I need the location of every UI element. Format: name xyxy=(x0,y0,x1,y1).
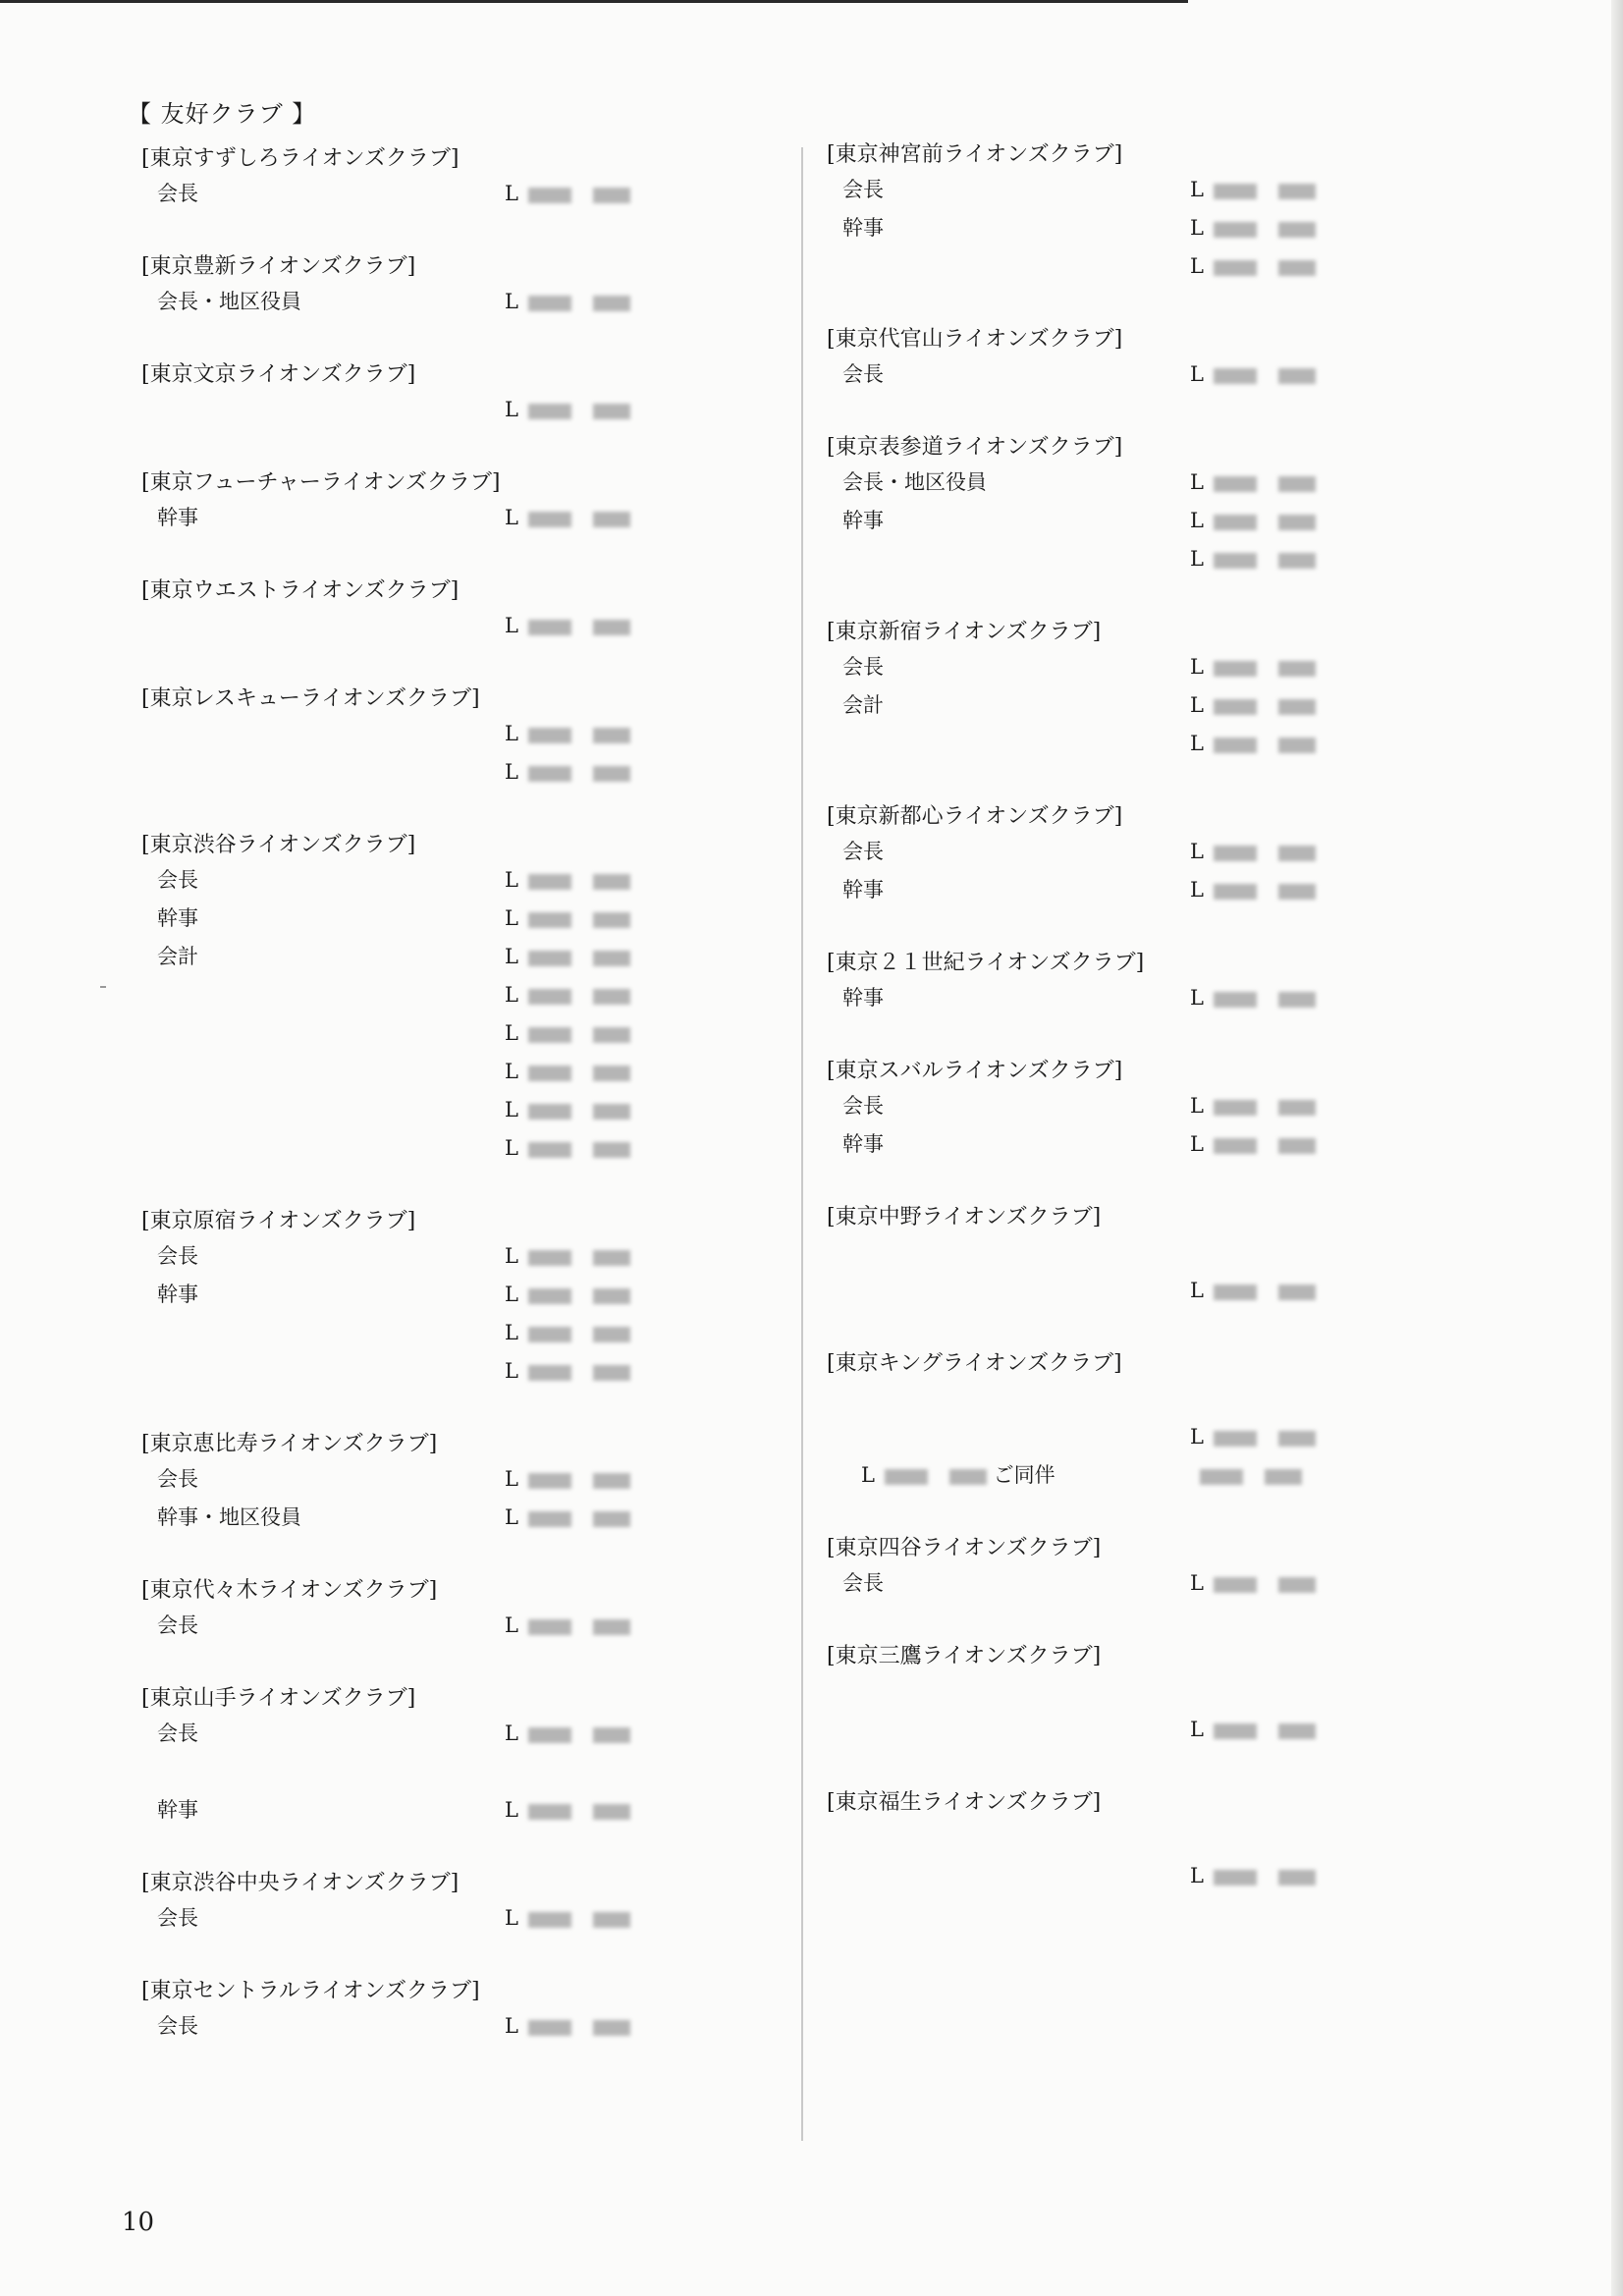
club-name: [東京キングライオンズクラブ] xyxy=(827,1351,1122,1376)
redacted-name xyxy=(528,1060,630,1083)
lion-title-mark: L xyxy=(505,1722,518,1745)
lion-title-mark: L xyxy=(505,722,518,745)
redacted-name xyxy=(1214,470,1316,494)
club-entry xyxy=(141,251,829,321)
member-name xyxy=(505,1499,630,1537)
member-name xyxy=(1190,1711,1316,1749)
redacted-name xyxy=(528,1283,630,1306)
officer-role: 会長 xyxy=(157,868,198,892)
lion-title-mark: L xyxy=(505,290,518,313)
lion-title-mark: L xyxy=(505,906,518,930)
page-number: 10 xyxy=(122,2208,155,2237)
officer-row xyxy=(827,979,1514,1017)
page-heading: 【 友好クラブ 】 xyxy=(128,100,317,128)
member-name xyxy=(505,976,630,1014)
officer-role: 幹事・地区役員 xyxy=(157,1505,301,1529)
lion-title-mark: L xyxy=(1190,216,1204,240)
officer-role: 幹事 xyxy=(842,1132,884,1156)
redacted-name xyxy=(528,1798,630,1822)
club-entry xyxy=(827,617,1514,763)
lion-title-mark: L xyxy=(505,1505,518,1529)
member-name xyxy=(505,607,630,645)
club-entry xyxy=(141,1976,829,2046)
redacted-name xyxy=(1214,509,1316,532)
member-name xyxy=(1190,247,1316,286)
lion-title-mark: L xyxy=(1190,547,1204,571)
redacted-name xyxy=(1214,1279,1316,1302)
officer-row xyxy=(827,648,1514,686)
officer-role: 会長 xyxy=(157,1244,198,1268)
officer-row xyxy=(141,499,829,537)
lion-title-mark: L xyxy=(505,1613,518,1637)
redacted-name xyxy=(1214,1718,1316,1741)
redacted-name xyxy=(528,1098,630,1121)
member-name xyxy=(505,1276,630,1314)
officer-row xyxy=(141,1791,829,1830)
officer-row xyxy=(141,1899,829,1938)
officer-row xyxy=(827,871,1514,909)
redacted-name xyxy=(528,1321,630,1344)
club-name: [東京ウエストライオンズクラブ] xyxy=(141,578,460,603)
redacted-name xyxy=(528,760,630,784)
lion-title-mark: L xyxy=(1190,1425,1204,1449)
member-name xyxy=(505,499,630,537)
member-name xyxy=(505,1715,630,1753)
club-entry xyxy=(827,139,1514,286)
lion-title-mark: L xyxy=(1190,693,1204,717)
redacted-name xyxy=(528,398,630,421)
member-name xyxy=(1190,1564,1316,1603)
club-name: [東京代々木ライオンズクラブ] xyxy=(141,1578,438,1603)
redacted-name xyxy=(1214,655,1316,679)
member-name xyxy=(505,1091,630,1129)
officer-row xyxy=(141,1352,829,1391)
club-name: [東京原宿ライオンズクラブ] xyxy=(141,1209,416,1233)
lion-title-mark: L xyxy=(1190,1094,1204,1118)
officer-row xyxy=(141,283,829,321)
lion-title-mark: L xyxy=(505,1283,518,1306)
club-entry xyxy=(827,324,1514,394)
member-name xyxy=(505,938,630,976)
right-column xyxy=(827,139,1514,1934)
member-name xyxy=(505,900,630,938)
redacted-name xyxy=(1214,878,1316,902)
club-entry xyxy=(141,467,829,537)
redacted-name xyxy=(1214,1571,1316,1595)
club-entry xyxy=(141,1868,829,1938)
officer-role: 会長 xyxy=(842,178,884,201)
lion-title-mark: L xyxy=(505,1021,518,1045)
club-entry xyxy=(827,1202,1514,1310)
officer-role: 会長 xyxy=(842,362,884,386)
club-name: [東京三鷹ライオンズクラブ] xyxy=(827,1644,1102,1668)
member-name xyxy=(1190,979,1316,1017)
member-name xyxy=(505,283,630,321)
officer-row xyxy=(827,247,1514,286)
member-name xyxy=(1190,1087,1316,1125)
member-name xyxy=(505,2007,630,2046)
top-border-line xyxy=(0,0,1188,3)
officer-row xyxy=(827,540,1514,578)
club-name: [東京文京ライオンズクラブ] xyxy=(141,362,416,387)
officer-role: 会長 xyxy=(157,182,198,205)
officer-row xyxy=(141,861,829,900)
redacted-name xyxy=(1214,216,1316,240)
officer-row xyxy=(827,464,1514,502)
redacted-name xyxy=(528,506,630,529)
member-name xyxy=(1190,833,1316,871)
redacted-name xyxy=(528,1722,630,1745)
club-entry xyxy=(827,432,1514,578)
redacted-name xyxy=(528,1136,630,1160)
companion-partner xyxy=(1200,1456,1302,1495)
scan-speck xyxy=(100,986,106,988)
club-name: [東京レスキューライオンズクラブ] xyxy=(141,686,480,711)
club-name: [東京中野ライオンズクラブ] xyxy=(827,1205,1102,1230)
club-name: [東京神宮前ライオンズクラブ] xyxy=(827,142,1123,167)
officer-row xyxy=(827,686,1514,725)
member-name xyxy=(505,391,630,429)
club-entry xyxy=(141,575,829,645)
officer-role: 会長 xyxy=(842,655,884,679)
lion-title-mark: L xyxy=(1190,470,1204,494)
officer-row xyxy=(141,1607,829,1645)
page-edge-shadow xyxy=(1611,0,1623,2296)
officer-row xyxy=(141,976,829,1014)
officer-row xyxy=(141,607,829,645)
club-entry xyxy=(141,1575,829,1645)
lion-title-mark: L xyxy=(505,983,518,1007)
redacted-name xyxy=(528,1359,630,1383)
member-name xyxy=(505,861,630,900)
redacted-name xyxy=(885,1463,987,1487)
member-name xyxy=(1190,1125,1316,1164)
club-entry xyxy=(827,1641,1514,1749)
redacted-name xyxy=(528,1467,630,1491)
officer-row xyxy=(141,1314,829,1352)
lion-title-mark: L xyxy=(505,1906,518,1930)
officer-row xyxy=(141,1237,829,1276)
member-name xyxy=(505,1314,630,1352)
redacted-name xyxy=(1214,986,1316,1010)
officer-row xyxy=(141,715,829,753)
officer-row xyxy=(827,1418,1514,1456)
officer-role: 会長 xyxy=(842,1571,884,1595)
officer-role: 会計 xyxy=(157,945,198,968)
member-name xyxy=(505,1899,630,1938)
officer-role: 幹事 xyxy=(157,1283,198,1306)
member-name xyxy=(505,175,630,213)
lion-title-mark: L xyxy=(505,1321,518,1344)
club-entry xyxy=(141,143,829,213)
lion-title-mark: L xyxy=(1190,1132,1204,1156)
member-name xyxy=(1190,209,1316,247)
officer-role: 会長・地区役員 xyxy=(157,290,301,313)
member-name xyxy=(505,1053,630,1091)
lion-title-mark: L xyxy=(505,398,518,421)
member-name xyxy=(505,1014,630,1053)
officer-row xyxy=(141,1276,829,1314)
officer-row xyxy=(827,1857,1514,1895)
club-entry xyxy=(827,948,1514,1017)
officer-row xyxy=(827,1233,1514,1272)
club-entry xyxy=(827,1056,1514,1164)
lion-title-mark: L xyxy=(1190,840,1204,863)
redacted-name xyxy=(1214,547,1316,571)
member-name xyxy=(1190,464,1316,502)
club-entry xyxy=(141,359,829,429)
redacted-name xyxy=(1214,1094,1316,1118)
member-name xyxy=(505,1791,630,1830)
member-name xyxy=(505,1607,630,1645)
lion-title-mark: L xyxy=(505,506,518,529)
member-name xyxy=(505,1352,630,1391)
officer-row xyxy=(141,1091,829,1129)
officer-row xyxy=(141,753,829,792)
club-name: [東京四谷ライオンズクラブ] xyxy=(827,1536,1102,1560)
officer-role: 幹事 xyxy=(157,506,198,529)
club-name: [東京山手ライオンズクラブ] xyxy=(141,1686,416,1711)
club-name: [東京フューチャーライオンズクラブ] xyxy=(141,470,501,495)
club-entry xyxy=(141,1683,829,1830)
lion-title-mark: L xyxy=(1190,254,1204,278)
lion-title-mark: L xyxy=(1190,878,1204,902)
club-entry xyxy=(827,1787,1514,1895)
club-entry xyxy=(141,683,829,792)
club-name: [東京豊新ライオンズクラブ] xyxy=(141,254,416,279)
officer-row xyxy=(141,1129,829,1168)
lion-title-mark: L xyxy=(1190,1718,1204,1741)
member-name xyxy=(1190,355,1316,394)
member-name xyxy=(1190,1418,1316,1456)
redacted-name xyxy=(528,1505,630,1529)
member-name xyxy=(1190,1857,1316,1895)
redacted-name xyxy=(1214,362,1316,386)
officer-row xyxy=(827,502,1514,540)
redacted-name xyxy=(528,290,630,313)
redacted-name xyxy=(528,722,630,745)
club-name: [東京新都心ライオンズクラブ] xyxy=(827,804,1123,829)
officer-role: 幹事 xyxy=(842,878,884,902)
officer-role: 会長・地区役員 xyxy=(842,470,987,494)
officer-row xyxy=(141,2007,829,2046)
lion-title-mark: L xyxy=(1190,1279,1204,1302)
redacted-name xyxy=(528,182,630,205)
officer-row xyxy=(141,175,829,213)
lion-title-mark: L xyxy=(1190,655,1204,679)
club-name: [東京恵比寿ライオンズクラブ] xyxy=(141,1432,438,1456)
redacted-name xyxy=(528,983,630,1007)
club-name: [東京すずしろライオンズクラブ] xyxy=(141,146,460,171)
officer-row xyxy=(141,1053,829,1091)
officer-row xyxy=(827,209,1514,247)
officer-row xyxy=(141,1014,829,1053)
redacted-name xyxy=(1214,1132,1316,1156)
officer-role: 会長 xyxy=(842,840,884,863)
member-name xyxy=(505,1460,630,1499)
officer-row xyxy=(141,900,829,938)
club-entry xyxy=(827,1348,1514,1495)
lion-title-mark: L xyxy=(505,1136,518,1160)
member-name xyxy=(1190,725,1316,763)
left-column xyxy=(141,143,829,2084)
lion-title-mark: L xyxy=(505,1098,518,1121)
redacted-name xyxy=(528,614,630,637)
lion-title-mark: L xyxy=(505,1359,518,1383)
officer-role: 会長 xyxy=(157,1906,198,1930)
officer-row xyxy=(141,938,829,976)
officer-row xyxy=(141,391,829,429)
lion-title-mark: L xyxy=(505,1467,518,1491)
officer-role: 会長 xyxy=(157,1467,198,1491)
club-name: [東京新宿ライオンズクラブ] xyxy=(827,620,1102,644)
club-entry xyxy=(827,1533,1514,1603)
club-name: [東京セントラルライオンズクラブ] xyxy=(141,1979,480,2003)
club-entry xyxy=(141,830,829,1168)
companion-row xyxy=(827,1456,1514,1495)
officer-row xyxy=(827,1125,1514,1164)
officer-role: 幹事 xyxy=(157,1798,198,1822)
club-name: [東京スバルライオンズクラブ] xyxy=(827,1059,1123,1083)
companion-member: L ご同伴 xyxy=(861,1463,1055,1487)
lion-title-mark: L xyxy=(505,1244,518,1268)
officer-row xyxy=(827,1087,1514,1125)
lion-title-mark: L xyxy=(1190,362,1204,386)
redacted-name xyxy=(528,868,630,892)
lion-title-mark: L xyxy=(505,2014,518,2038)
officer-row xyxy=(827,1672,1514,1711)
lion-title-mark: L xyxy=(1190,178,1204,201)
officer-row xyxy=(827,1819,1514,1857)
redacted-name xyxy=(1214,840,1316,863)
officer-row xyxy=(141,1753,829,1791)
officer-role: 会長 xyxy=(157,1722,198,1745)
club-name: [東京渋谷ライオンズクラブ] xyxy=(141,833,416,857)
redacted-name xyxy=(528,1244,630,1268)
lion-title-mark: L xyxy=(505,760,518,784)
member-name xyxy=(1190,171,1316,209)
officer-row xyxy=(141,1460,829,1499)
lion-title-mark: L xyxy=(505,1060,518,1083)
lion-title-mark: L xyxy=(1190,732,1204,755)
officer-row xyxy=(141,1499,829,1537)
club-name: [東京表参道ライオンズクラブ] xyxy=(827,435,1123,460)
officer-row xyxy=(827,833,1514,871)
lion-title-mark: L xyxy=(1190,1571,1204,1595)
officer-role: 会計 xyxy=(842,693,884,717)
member-name xyxy=(1190,540,1316,578)
member-name xyxy=(505,1129,630,1168)
companion-label: ご同伴 xyxy=(986,1463,1055,1487)
officer-row xyxy=(827,1564,1514,1603)
member-name xyxy=(1190,1272,1316,1310)
redacted-name xyxy=(1214,254,1316,278)
officer-role: 会長 xyxy=(157,2014,198,2038)
redacted-name xyxy=(528,1021,630,1045)
officer-role: 幹事 xyxy=(842,986,884,1010)
officer-role: 会長 xyxy=(157,1613,198,1637)
redacted-name xyxy=(1214,693,1316,717)
redacted-name xyxy=(528,1613,630,1637)
lion-title-mark: L xyxy=(505,1798,518,1822)
member-name xyxy=(1190,648,1316,686)
officer-role: 幹事 xyxy=(842,216,884,240)
officer-row xyxy=(827,1272,1514,1310)
lion-title-mark: L xyxy=(505,182,518,205)
club-name: [東京渋谷中央ライオンズクラブ] xyxy=(141,1871,460,1895)
club-name: [東京２１世紀ライオンズクラブ] xyxy=(827,951,1145,975)
officer-row xyxy=(827,171,1514,209)
club-name: [東京福生ライオンズクラブ] xyxy=(827,1790,1102,1815)
redacted-name xyxy=(1200,1463,1302,1487)
redacted-name xyxy=(528,2014,630,2038)
member-name xyxy=(505,715,630,753)
lion-title-mark: L xyxy=(505,945,518,968)
redacted-name xyxy=(1214,732,1316,755)
club-name: [東京代官山ライオンズクラブ] xyxy=(827,327,1123,352)
club-entry xyxy=(141,1429,829,1537)
redacted-name xyxy=(1214,1864,1316,1887)
lion-title-mark: L xyxy=(1190,986,1204,1010)
lion-title-mark: L xyxy=(1190,1864,1204,1887)
officer-role: 幹事 xyxy=(157,906,198,930)
club-entry xyxy=(827,801,1514,909)
member-name xyxy=(1190,502,1316,540)
member-name xyxy=(1190,871,1316,909)
redacted-name xyxy=(528,1906,630,1930)
lion-title-mark: L xyxy=(505,614,518,637)
officer-row xyxy=(827,1711,1514,1749)
club-entry xyxy=(141,1206,829,1391)
officer-role: 会長 xyxy=(842,1094,884,1118)
officer-row xyxy=(827,725,1514,763)
member-name xyxy=(505,1237,630,1276)
redacted-name xyxy=(1214,1425,1316,1449)
redacted-name xyxy=(528,906,630,930)
officer-row xyxy=(827,355,1514,394)
officer-row xyxy=(827,1380,1514,1418)
officer-row xyxy=(141,1715,829,1753)
member-name xyxy=(1190,686,1316,725)
column-divider xyxy=(801,147,803,2141)
lion-title-mark: L xyxy=(1190,509,1204,532)
member-name xyxy=(505,753,630,792)
officer-role: 幹事 xyxy=(842,509,884,532)
lion-title-mark: L xyxy=(505,868,518,892)
redacted-name xyxy=(1214,178,1316,201)
redacted-name xyxy=(528,945,630,968)
